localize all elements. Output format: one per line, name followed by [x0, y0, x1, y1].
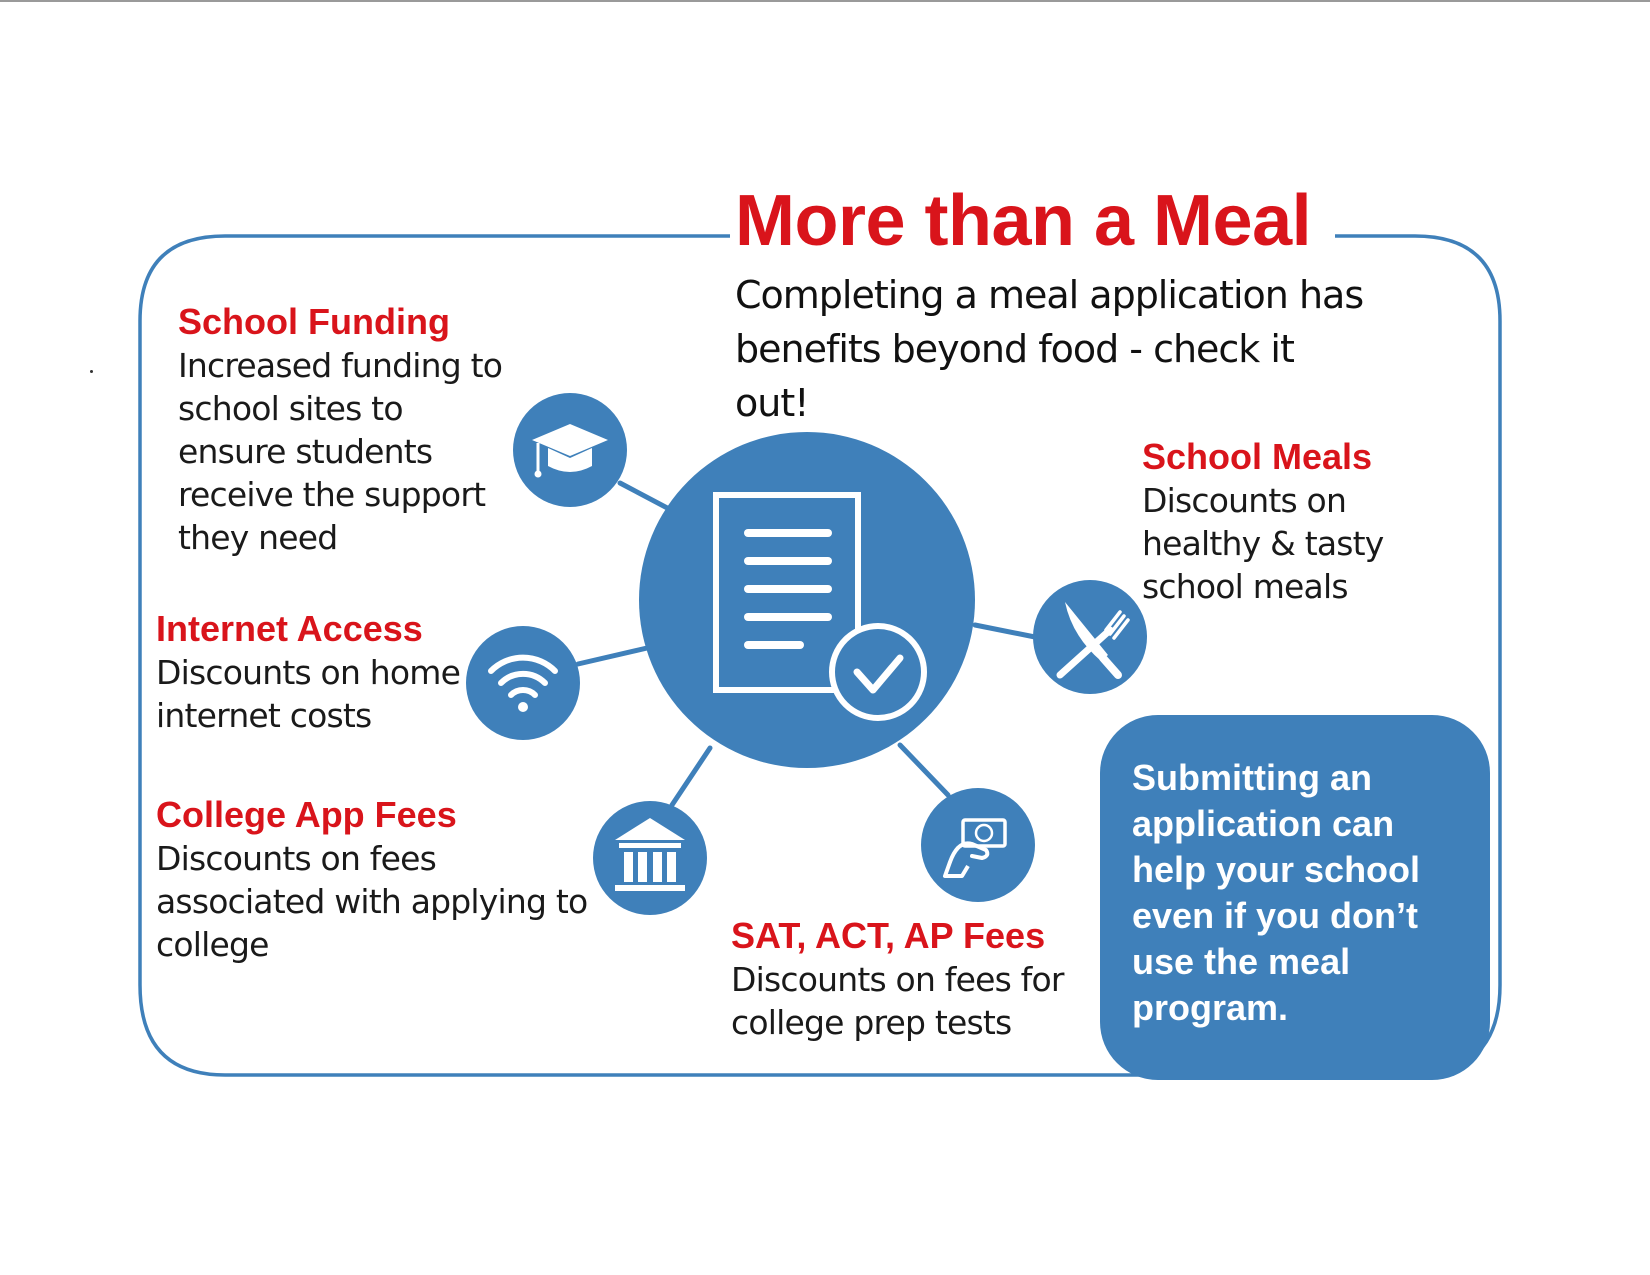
- benefit-heading: School Meals: [1142, 436, 1373, 477]
- benefit-description: Increased funding to school sites to ensure students receive the support they need: [178, 346, 503, 557]
- benefit-test-fees: [731, 914, 1076, 1044]
- knife-fork-icon: [1033, 580, 1147, 694]
- connector-meals: [975, 625, 1035, 637]
- benefit-description: Discounts on fees for college prep tests: [731, 960, 1064, 1042]
- page-title: More than a Meal: [735, 181, 1312, 261]
- benefit-school-meals: [1142, 435, 1462, 608]
- benefit-heading: SAT, ACT, AP Fees: [731, 915, 1046, 956]
- connector-tests: [900, 745, 948, 795]
- benefit-school-funding: [178, 300, 518, 559]
- benefit-heading: School Funding: [178, 301, 450, 342]
- document-check-icon: [639, 432, 975, 768]
- callout-box: [1100, 715, 1490, 1080]
- wifi-icon: [466, 626, 580, 740]
- benefit-description: Discounts on home internet costs: [156, 653, 461, 735]
- connector-college: [672, 748, 710, 805]
- callout-text: Submitting an application can help your school even if you don’t use the meal program.: [1132, 757, 1421, 1028]
- bank-building-icon: [593, 801, 707, 915]
- benefit-college-app-fees: [156, 793, 596, 966]
- benefit-heading: Internet Access: [156, 608, 423, 649]
- graduation-cap-icon: [513, 393, 627, 507]
- benefit-heading: College App Fees: [156, 794, 457, 835]
- benefit-description: Discounts on healthy & tasty school meals: [1142, 481, 1384, 606]
- benefit-internet-access: [156, 607, 461, 737]
- page-subtitle: Completing a meal application has benefits beyond food - check it out!: [735, 273, 1364, 425]
- hand-cash-icon: [921, 788, 1035, 902]
- benefit-description: Discounts on fees associated with applying to college: [156, 839, 588, 964]
